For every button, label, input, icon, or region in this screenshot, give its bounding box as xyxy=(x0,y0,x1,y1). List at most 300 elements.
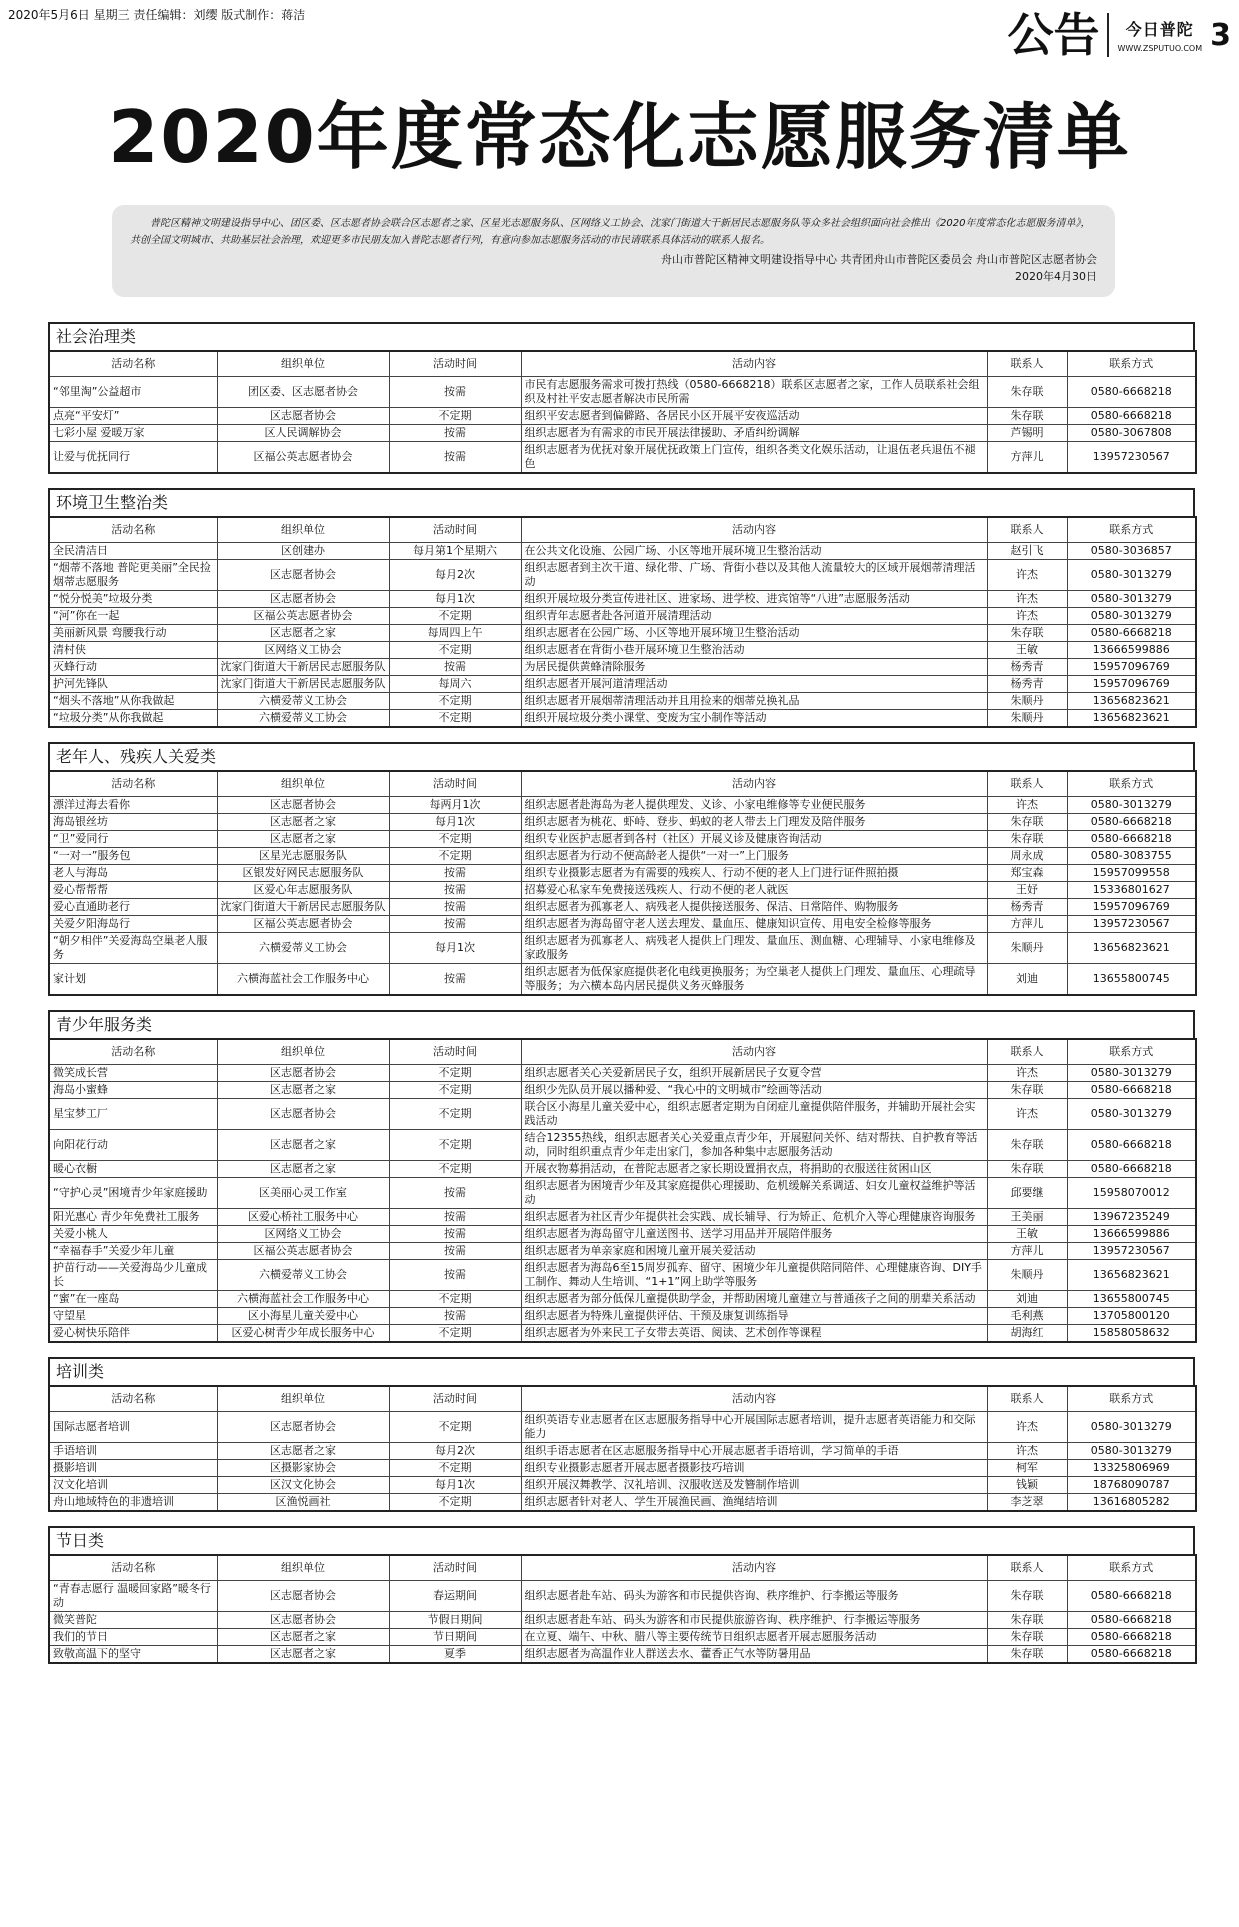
contact-phone: 0580-3013279 xyxy=(1067,1099,1196,1130)
contact-phone: 15957096769 xyxy=(1067,676,1196,693)
column-header: 活动名称 xyxy=(49,1386,217,1412)
activity-name: 向阳花行动 xyxy=(49,1130,217,1161)
activity-content: 组织青年志愿者赴各河道开展清理活动 xyxy=(521,608,987,625)
contact-phone: 0580-6668218 xyxy=(1067,814,1196,831)
activity-content: 组织少先队员开展以播种爱、“我心中的文明城市”绘画等活动 xyxy=(521,1082,987,1099)
activity-time: 不定期 xyxy=(389,1099,521,1130)
table-row xyxy=(49,1477,1196,1494)
contact-person: 赵引飞 xyxy=(987,543,1067,560)
activity-name: 清村侠 xyxy=(49,642,217,659)
contact-phone: 0580-6668218 xyxy=(1067,1082,1196,1099)
contact-phone: 13656823621 xyxy=(1067,1260,1196,1291)
activity-name: 灭蜂行动 xyxy=(49,659,217,676)
contact-phone: 0580-6668218 xyxy=(1067,1646,1196,1664)
activity-time: 按需 xyxy=(389,1226,521,1243)
activity-time: 节日期间 xyxy=(389,1629,521,1646)
section-title: 节日类 xyxy=(48,1526,1195,1554)
activity-time: 不定期 xyxy=(389,1494,521,1512)
table-row xyxy=(49,1161,1196,1178)
service-table xyxy=(48,1038,1197,1343)
contact-person: 郑宝森 xyxy=(987,865,1067,882)
activity-name: 国际志愿者培训 xyxy=(49,1412,217,1443)
activity-name: 护河先锋队 xyxy=(49,676,217,693)
activity-time: 按需 xyxy=(389,1243,521,1260)
table-row xyxy=(49,560,1196,591)
service-table xyxy=(48,350,1197,474)
organizer: 沈家门街道大干新居民志愿服务队 xyxy=(217,659,389,676)
organizer: 区星光志愿服务队 xyxy=(217,848,389,865)
contact-person: 邱要继 xyxy=(987,1178,1067,1209)
organizer: 区美丽心灵工作室 xyxy=(217,1178,389,1209)
activity-content: 组织志愿者在公园广场、小区等地开展环境卫生整治活动 xyxy=(521,625,987,642)
organizer: 区志愿者协会 xyxy=(217,1099,389,1130)
column-header: 组织单位 xyxy=(217,1039,389,1065)
organizer: 六横爱蒂义工协会 xyxy=(217,693,389,710)
contact-person: 柯军 xyxy=(987,1460,1067,1477)
table-row xyxy=(49,1226,1196,1243)
contact-phone: 13616805282 xyxy=(1067,1494,1196,1512)
column-header: 活动时间 xyxy=(389,771,521,797)
activity-content: 为居民提供黄蜂清除服务 xyxy=(521,659,987,676)
service-table xyxy=(48,516,1197,728)
activity-time: 春运期间 xyxy=(389,1581,521,1612)
activity-name: 汉文化培训 xyxy=(49,1477,217,1494)
activity-name: “卫”爱同行 xyxy=(49,831,217,848)
table-row xyxy=(49,1178,1196,1209)
contact-phone: 0580-3083755 xyxy=(1067,848,1196,865)
table-row xyxy=(49,1629,1196,1646)
activity-time: 按需 xyxy=(389,442,521,474)
organizer: 沈家门街道大干新居民志愿服务队 xyxy=(217,676,389,693)
intro-date: 2020年4月30日 xyxy=(1015,270,1097,283)
contact-phone: 13655800745 xyxy=(1067,964,1196,996)
contact-phone: 15858058632 xyxy=(1067,1325,1196,1343)
table-row xyxy=(49,693,1196,710)
activity-content: 组织志愿者为孤寡老人、病残老人提供接送服务、保洁、日常陪伴、购物服务 xyxy=(521,899,987,916)
organizer: 区福公英志愿者协会 xyxy=(217,1243,389,1260)
contact-person: 杨秀青 xyxy=(987,676,1067,693)
activity-content: 组织志愿者为困境青少年及其家庭提供心理援助、危机缓解关系调适、妇女儿童权益维护等活动 xyxy=(521,1178,987,1209)
column-header: 联系方式 xyxy=(1067,1386,1196,1412)
contact-phone: 13957230567 xyxy=(1067,442,1196,474)
contact-phone: 15336801627 xyxy=(1067,882,1196,899)
activity-content: 组织专业摄影志愿者为有需要的残疾人、行动不便的老人上门进行证件照拍摄 xyxy=(521,865,987,882)
column-header: 活动内容 xyxy=(521,351,987,377)
contact-person: 许杰 xyxy=(987,608,1067,625)
activity-content: 组织志愿者为海岛留守老人送去理发、量血压、健康知识宣传、用电安全检修等服务 xyxy=(521,916,987,933)
organizer: 区志愿者之家 xyxy=(217,1161,389,1178)
table-header-row xyxy=(49,1555,1196,1581)
section-title: 青少年服务类 xyxy=(48,1010,1195,1038)
table-header-row xyxy=(49,1386,1196,1412)
contact-person: 芦锡明 xyxy=(987,425,1067,442)
contact-phone: 0580-3013279 xyxy=(1067,1412,1196,1443)
contact-person: 王敏 xyxy=(987,1226,1067,1243)
activity-content: 开展衣物募捐活动，在普陀志愿者之家长期设置捐衣点，将捐助的衣服送往贫困山区 xyxy=(521,1161,987,1178)
organizer: 六横海蓝社会工作服务中心 xyxy=(217,964,389,996)
contact-phone: 0580-3067808 xyxy=(1067,425,1196,442)
organizer: 团区委、区志愿者协会 xyxy=(217,377,389,408)
section xyxy=(48,1010,1195,1343)
table-row xyxy=(49,916,1196,933)
organizer: 区志愿者协会 xyxy=(217,560,389,591)
contact-phone: 0580-6668218 xyxy=(1067,1581,1196,1612)
activity-time: 不定期 xyxy=(389,831,521,848)
contact-person: 朱存联 xyxy=(987,1629,1067,1646)
column-header: 活动名称 xyxy=(49,1039,217,1065)
activity-content: 在立夏、端午、中秋、腊八等主要传统节日组织志愿者开展志愿服务活动 xyxy=(521,1629,987,1646)
activity-name: “青春志愿行 温暖回家路”暖冬行动 xyxy=(49,1581,217,1612)
activity-name: “守护心灵”困境青少年家庭援助 xyxy=(49,1178,217,1209)
contact-person: 方萍儿 xyxy=(987,916,1067,933)
activity-content: 组织志愿者为海岛6至15周岁孤弃、留守、困境少年儿童提供陪同陪伴、心理健康咨询、DIY手工制作、舞动人生培训、“1+1”网上助学等服务 xyxy=(521,1260,987,1291)
activity-time: 每月2次 xyxy=(389,560,521,591)
page-number: 3 xyxy=(1210,17,1231,53)
table-row xyxy=(49,676,1196,693)
logo-name: 今日普陀 xyxy=(1125,20,1194,39)
table-row xyxy=(49,710,1196,728)
table-row xyxy=(49,1082,1196,1099)
organizer: 六横爱蒂义工协会 xyxy=(217,933,389,964)
contact-phone: 0580-6668218 xyxy=(1067,625,1196,642)
activity-content: 组织志愿者开展河道清理活动 xyxy=(521,676,987,693)
activity-name: 海岛银丝坊 xyxy=(49,814,217,831)
logo-url: WWW.ZSPUTUO.COM xyxy=(1117,44,1203,53)
activity-content: 组织志愿者为海岛留守儿童送图书、送学习用品并开展陪伴服务 xyxy=(521,1226,987,1243)
activity-content: 组织志愿者为优抚对象开展优抚政策上门宣传，组织各类文化娱乐活动，让退伍老兵退伍不褪色 xyxy=(521,442,987,474)
contact-phone: 13967235249 xyxy=(1067,1209,1196,1226)
contact-person: 朱存联 xyxy=(987,1082,1067,1099)
activity-time: 每月2次 xyxy=(389,1443,521,1460)
activity-name: 美丽新风景 弯腰我行动 xyxy=(49,625,217,642)
contact-person: 许杰 xyxy=(987,1443,1067,1460)
organizer: 区志愿者协会 xyxy=(217,1412,389,1443)
activity-time: 夏季 xyxy=(389,1646,521,1664)
contact-phone: 15957099558 xyxy=(1067,865,1196,882)
contact-person: 朱存联 xyxy=(987,377,1067,408)
activity-time: 不定期 xyxy=(389,1325,521,1343)
organizer: 六横爱蒂义工协会 xyxy=(217,710,389,728)
table-row xyxy=(49,659,1196,676)
activity-name: “一对一”服务包 xyxy=(49,848,217,865)
organizer: 区志愿者协会 xyxy=(217,591,389,608)
organizer: 区福公英志愿者协会 xyxy=(217,442,389,474)
contact-person: 朱顺丹 xyxy=(987,710,1067,728)
organizer: 区志愿者协会 xyxy=(217,1612,389,1629)
contact-person: 李芝翠 xyxy=(987,1494,1067,1512)
activity-name: 爱心直通助老行 xyxy=(49,899,217,916)
masthead-info: 2020年5月6日 星期三 责任编辑：刘缨 版式制作：蒋洁 xyxy=(8,8,306,22)
organizer: 区志愿者协会 xyxy=(217,408,389,425)
activity-time: 按需 xyxy=(389,964,521,996)
activity-time: 不定期 xyxy=(389,1161,521,1178)
activity-content: 组织志愿者为单亲家庭和困境儿童开展关爱活动 xyxy=(521,1243,987,1260)
table-row xyxy=(49,425,1196,442)
contact-phone: 13705800120 xyxy=(1067,1308,1196,1325)
activity-name: “悦分悦美”垃圾分类 xyxy=(49,591,217,608)
activity-time: 每月第1个星期六 xyxy=(389,543,521,560)
activity-content: 组织志愿者在背街小巷开展环境卫生整治活动 xyxy=(521,642,987,659)
table-row xyxy=(49,1581,1196,1612)
activity-name: “垃圾分类”从你我做起 xyxy=(49,710,217,728)
column-header: 联系人 xyxy=(987,1039,1067,1065)
activity-name: 暖心衣橱 xyxy=(49,1161,217,1178)
contact-phone: 0580-3013279 xyxy=(1067,1065,1196,1082)
service-list xyxy=(48,322,1195,1678)
activity-content: 组织志愿者针对老人、学生开展渔民画、渔绳结培训 xyxy=(521,1494,987,1512)
activity-content: 组织志愿者为高温作业人群送去水、藿香正气水等防暑用品 xyxy=(521,1646,987,1664)
contact-person: 方萍儿 xyxy=(987,442,1067,474)
contact-phone: 0580-3013279 xyxy=(1067,560,1196,591)
table-row xyxy=(49,964,1196,996)
contact-person: 许杰 xyxy=(987,591,1067,608)
service-table xyxy=(48,1554,1197,1664)
activity-name: 微笑成长营 xyxy=(49,1065,217,1082)
column-header: 联系方式 xyxy=(1067,1555,1196,1581)
activity-name: 爱心帮帮帮 xyxy=(49,882,217,899)
column-header: 活动内容 xyxy=(521,1555,987,1581)
table-header-row xyxy=(49,517,1196,543)
organizer: 区小海星儿童关爱中心 xyxy=(217,1308,389,1325)
organizer: 区汉文化协会 xyxy=(217,1477,389,1494)
contact-person: 朱顺丹 xyxy=(987,1260,1067,1291)
table-row xyxy=(49,1099,1196,1130)
organizer: 区志愿者之家 xyxy=(217,625,389,642)
activity-time: 不定期 xyxy=(389,608,521,625)
service-table xyxy=(48,770,1197,996)
column-header: 组织单位 xyxy=(217,771,389,797)
activity-content: 组织志愿者为外来民工子女带去英语、阅读、艺术创作等课程 xyxy=(521,1325,987,1343)
contact-person: 朱存联 xyxy=(987,625,1067,642)
table-row xyxy=(49,1443,1196,1460)
organizer: 区志愿者之家 xyxy=(217,1629,389,1646)
column-header: 活动名称 xyxy=(49,517,217,543)
activity-name: 七彩小屋 爱暖万家 xyxy=(49,425,217,442)
activity-time: 按需 xyxy=(389,377,521,408)
contact-phone: 0580-3013279 xyxy=(1067,1443,1196,1460)
contact-person: 许杰 xyxy=(987,797,1067,814)
contact-person: 王妤 xyxy=(987,882,1067,899)
activity-name: “河”你在一起 xyxy=(49,608,217,625)
contact-phone: 0580-6668218 xyxy=(1067,1612,1196,1629)
table-row xyxy=(49,899,1196,916)
activity-content: 组织志愿者为桃花、虾峙、登步、蚂蚁的老人带去上门理发及陪伴服务 xyxy=(521,814,987,831)
table-row xyxy=(49,1412,1196,1443)
activity-name: 爱心树快乐陪伴 xyxy=(49,1325,217,1343)
table-row xyxy=(49,543,1196,560)
organizer: 区志愿者之家 xyxy=(217,1646,389,1664)
table-row xyxy=(49,1325,1196,1343)
contact-phone: 0580-3036857 xyxy=(1067,543,1196,560)
contact-person: 刘迪 xyxy=(987,964,1067,996)
contact-phone: 18768090787 xyxy=(1067,1477,1196,1494)
activity-time: 按需 xyxy=(389,1209,521,1226)
activity-name: 全民清洁日 xyxy=(49,543,217,560)
activity-content: 组织英语专业志愿者在区志愿服务指导中心开展国际志愿者培训，提升志愿者英语能力和交际能力 xyxy=(521,1412,987,1443)
activity-time: 每周六 xyxy=(389,676,521,693)
table-row xyxy=(49,814,1196,831)
organizer: 区银发好网民志愿服务队 xyxy=(217,865,389,882)
intro-text: 普陀区精神文明建设指导中心、团区委、区志愿者协会联合区志愿者之家、区星光志愿服务队、区网络义工协会、沈家门街道大干新居民志愿服务队等众多社会组织面向社会推出《2020年度常态化志愿服务清单》，共创全国文明城市、共助基层社会治理，欢迎更多市民朋友加入普陀志愿者行列，有意向参加志愿服务活动的市民请联系具体活动的联系人报名。 xyxy=(130,218,1091,246)
contact-phone: 13655800745 xyxy=(1067,1291,1196,1308)
table-row xyxy=(49,642,1196,659)
activity-content: 组织开展垃圾分类小课堂、变废为宝小制作等活动 xyxy=(521,710,987,728)
column-header: 活动时间 xyxy=(389,1386,521,1412)
table-row xyxy=(49,1130,1196,1161)
activity-time: 不定期 xyxy=(389,848,521,865)
column-header: 联系人 xyxy=(987,1555,1067,1581)
activity-time: 不定期 xyxy=(389,1082,521,1099)
activity-content: 组织开展垃圾分类宣传进社区、进家场、进学校、进宾馆等“八进”志愿服务活动 xyxy=(521,591,987,608)
activity-name: 点亮“平安灯” xyxy=(49,408,217,425)
activity-time: 按需 xyxy=(389,916,521,933)
activity-content: 组织志愿者为部分低保儿童提供助学金，并帮助困境儿童建立与普通孩子之间的朋辈关系活动 xyxy=(521,1291,987,1308)
organizer: 区志愿者之家 xyxy=(217,814,389,831)
activity-name: “烟蒂不落地 普陀更美丽”全民捡烟蒂志愿服务 xyxy=(49,560,217,591)
column-header: 活动时间 xyxy=(389,517,521,543)
section xyxy=(48,322,1195,474)
section-title: 培训类 xyxy=(48,1357,1195,1385)
activity-name: 家计划 xyxy=(49,964,217,996)
column-header: 活动时间 xyxy=(389,1555,521,1581)
activity-time: 按需 xyxy=(389,659,521,676)
organizer: 六横爱蒂义工协会 xyxy=(217,1260,389,1291)
section xyxy=(48,742,1195,996)
activity-time: 每月1次 xyxy=(389,1477,521,1494)
contact-person: 杨秀青 xyxy=(987,659,1067,676)
table-row xyxy=(49,797,1196,814)
contact-phone: 13656823621 xyxy=(1067,933,1196,964)
contact-person: 刘迪 xyxy=(987,1291,1067,1308)
activity-name: 护苗行动——关爱海岛少儿童成长 xyxy=(49,1260,217,1291)
table-header-row xyxy=(49,1039,1196,1065)
contact-phone: 13656823621 xyxy=(1067,710,1196,728)
contact-person: 许杰 xyxy=(987,1065,1067,1082)
table-row xyxy=(49,848,1196,865)
contact-person: 朱存联 xyxy=(987,831,1067,848)
activity-name: “幸福春手”关爱少年儿童 xyxy=(49,1243,217,1260)
contact-person: 朱存联 xyxy=(987,814,1067,831)
activity-name: 关爱小桃人 xyxy=(49,1226,217,1243)
column-header: 联系人 xyxy=(987,517,1067,543)
activity-name: 摄影培训 xyxy=(49,1460,217,1477)
organizer: 区志愿者之家 xyxy=(217,831,389,848)
organizer: 区爱心桥社工服务中心 xyxy=(217,1209,389,1226)
activity-content: 组织志愿者为行动不便高龄老人提供“一对一”上门服务 xyxy=(521,848,987,865)
activity-content: 组织开展汉舞教学、汉礼培训、汉服收送及发簪制作培训 xyxy=(521,1477,987,1494)
organizer: 区志愿者协会 xyxy=(217,1581,389,1612)
organizer: 区志愿者之家 xyxy=(217,1082,389,1099)
contact-phone: 13957230567 xyxy=(1067,916,1196,933)
contact-phone: 0580-6668218 xyxy=(1067,377,1196,408)
table-row xyxy=(49,1243,1196,1260)
activity-time: 按需 xyxy=(389,1308,521,1325)
activity-content: 组织志愿者到主次干道、绿化带、广场、背街小巷以及其他人流量较大的区域开展烟蒂清理活动 xyxy=(521,560,987,591)
activity-time: 不定期 xyxy=(389,1291,521,1308)
activity-content: 结合12355热线，组织志愿者关心关爱重点青少年，开展慰问关怀、结对帮扶、自护教育等活动，同时组织重点青少年走出家门，参加各种集中志愿服务活动 xyxy=(521,1130,987,1161)
contact-phone: 13325806969 xyxy=(1067,1460,1196,1477)
organizer: 区人民调解协会 xyxy=(217,425,389,442)
contact-phone: 0580-3013279 xyxy=(1067,608,1196,625)
organizer: 区志愿者协会 xyxy=(217,797,389,814)
contact-person: 许杰 xyxy=(987,1099,1067,1130)
activity-content: 在公共文化设施、公园广场、小区等地开展环境卫生整治活动 xyxy=(521,543,987,560)
activity-name: 老人与海岛 xyxy=(49,865,217,882)
organizer: 区福公英志愿者协会 xyxy=(217,608,389,625)
masthead xyxy=(0,0,1239,76)
contact-person: 朱存联 xyxy=(987,1161,1067,1178)
column-header: 组织单位 xyxy=(217,517,389,543)
activity-time: 每周四上午 xyxy=(389,625,521,642)
table-row xyxy=(49,865,1196,882)
contact-person: 周永成 xyxy=(987,848,1067,865)
activity-time: 不定期 xyxy=(389,408,521,425)
activity-content: 组织平安志愿者到偏僻路、各居民小区开展平安夜巡活动 xyxy=(521,408,987,425)
page-title: 2020年度常态化志愿服务清单 xyxy=(108,95,1131,179)
contact-phone: 0580-6668218 xyxy=(1067,1161,1196,1178)
contact-phone: 15957096769 xyxy=(1067,899,1196,916)
contact-person: 王敏 xyxy=(987,642,1067,659)
contact-phone: 0580-6668218 xyxy=(1067,1629,1196,1646)
activity-time: 不定期 xyxy=(389,1412,521,1443)
contact-person: 方萍儿 xyxy=(987,1243,1067,1260)
activity-time: 不定期 xyxy=(389,710,521,728)
organizer: 区爱心树青少年成长服务中心 xyxy=(217,1325,389,1343)
activity-content: 组织志愿者赴车站、码头为游客和市民提供咨询、秩序维护、行李搬运等服务 xyxy=(521,1581,987,1612)
organizer: 区摄影家协会 xyxy=(217,1460,389,1477)
contact-phone: 13656823621 xyxy=(1067,693,1196,710)
section xyxy=(48,1357,1195,1512)
organizer: 区网络义工协会 xyxy=(217,642,389,659)
table-row xyxy=(49,1494,1196,1512)
masthead-right xyxy=(1007,8,1231,62)
contact-person: 许杰 xyxy=(987,560,1067,591)
table-row xyxy=(49,1209,1196,1226)
contact-person: 朱顺丹 xyxy=(987,693,1067,710)
activity-name: 致敬高温下的坚守 xyxy=(49,1646,217,1664)
contact-phone: 13957230567 xyxy=(1067,1243,1196,1260)
organizer: 区渔悦画社 xyxy=(217,1494,389,1512)
section-title: 老年人、残疾人关爱类 xyxy=(48,742,1195,770)
activity-time: 按需 xyxy=(389,882,521,899)
activity-name: “朝夕相伴”关爱海岛空巢老人服务 xyxy=(49,933,217,964)
organizer: 区志愿者之家 xyxy=(217,1130,389,1161)
activity-time: 按需 xyxy=(389,425,521,442)
column-header: 活动名称 xyxy=(49,771,217,797)
contact-phone: 0580-3013279 xyxy=(1067,797,1196,814)
contact-person: 朱存联 xyxy=(987,408,1067,425)
activity-content: 组织手语志愿者在区志愿服务指导中心开展志愿者手语培训，学习简单的手语 xyxy=(521,1443,987,1460)
column-header: 活动内容 xyxy=(521,771,987,797)
organizer: 区志愿者之家 xyxy=(217,1443,389,1460)
column-header: 联系人 xyxy=(987,1386,1067,1412)
contact-person: 朱存联 xyxy=(987,1581,1067,1612)
activity-time: 按需 xyxy=(389,1260,521,1291)
section xyxy=(48,1526,1195,1664)
activity-time: 不定期 xyxy=(389,1065,521,1082)
activity-name: 星宝梦工厂 xyxy=(49,1099,217,1130)
activity-content: 组织志愿者赴车站、码头为游客和市民提供旅游咨询、秩序维护、行李搬运等服务 xyxy=(521,1612,987,1629)
organizer: 区创建办 xyxy=(217,543,389,560)
table-row xyxy=(49,442,1196,474)
column-header: 活动时间 xyxy=(389,1039,521,1065)
organizer: 沈家门街道大干新居民志愿服务队 xyxy=(217,899,389,916)
column-header: 活动时间 xyxy=(389,351,521,377)
activity-time: 每月1次 xyxy=(389,814,521,831)
activity-time: 每月1次 xyxy=(389,933,521,964)
activity-time: 不定期 xyxy=(389,642,521,659)
activity-time: 按需 xyxy=(389,865,521,882)
